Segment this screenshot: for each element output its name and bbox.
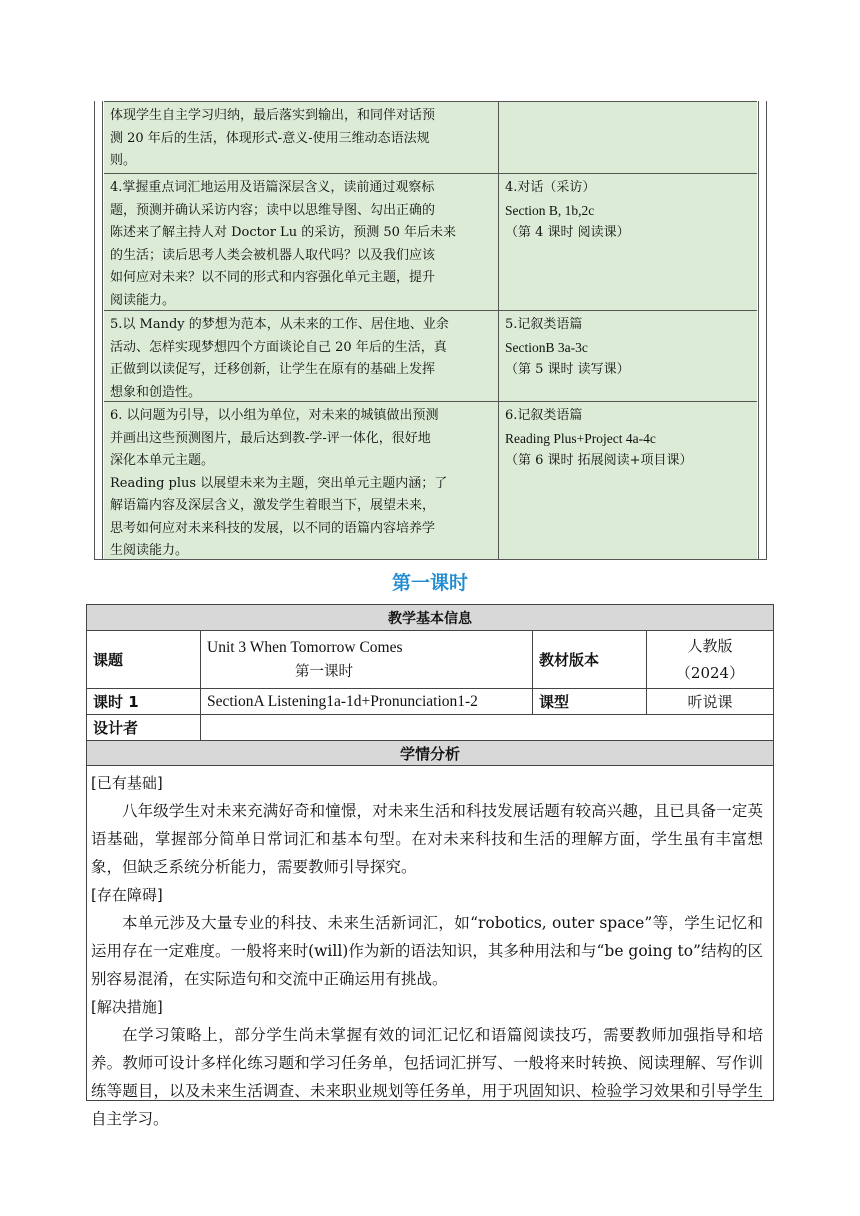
objective-cell [104,402,499,559]
basic-info-header: 教学基本信息 [87,605,773,630]
cell-line: 体现学生自主学习归纳，最后落实到输出，和同伴对话预 [110,108,436,123]
type-value: 听说课 [687,693,733,711]
period-row [87,689,773,715]
cell-line: 思考如何应对未来科技的发展，以不同的语篇内容培养学 [110,520,436,536]
objectives-table [94,101,767,560]
table-border-left [102,101,103,559]
section-title: [已有基础] [91,774,163,792]
table-row [104,310,757,401]
cell-line: 解语篇内容及深层含义，激发学生着眼当下，展望未来， [110,498,436,513]
type-label: 课型 [533,689,647,714]
table-row [104,101,757,173]
objective-cell [104,102,499,173]
learner-analysis [87,765,773,1128]
cell-line: 如何应对未来？以不同的形式和内容强化单元主题，提升 [110,270,436,285]
objective-cell [104,174,499,310]
basic-info-header-row [87,605,773,631]
cell-line: 活动、怎样实现梦想四个方面谈论自己 20 年后的生活，真 [110,339,447,355]
topic-row [87,631,773,689]
analysis-header: 学情分析 [87,741,773,765]
cell-line: 并画出这些预测图片，最后达到教-学-评一体化，很好地 [110,430,431,446]
cell-line: Section B, 1b,2c [505,202,595,218]
cell-line: 4.对话（采访） [505,180,596,195]
period-value: SectionA Listening1a-1d+Pronunciation1-2 [201,689,533,714]
objective-cell [104,311,499,401]
cell-line: 6. 以问题为引导，以小组为单位，对未来的城镇做出预测 [110,408,439,423]
cell-line: SectionB 3a-3c [505,339,588,355]
textbook-name: 人教版 [687,636,733,655]
cell-line: 测 20 年后的生活，体现形式-意义-使用三维动态语法规 [110,130,430,146]
section-text: 本单元涉及大量专业的科技、未来生活新词汇，如“robotics, outer space”等，学生记忆和运用存在一定难度。一般将来时(will)作为新的语法知识，其多种用法和与“be going to”结构的区别容易混淆，在实际造句和交流中正确运用有挑战。 [91,914,763,988]
cell-line: Reading Plus+Project 4a-4c [505,430,656,446]
topic-title: Unit 3 When Tomorrow Comes [207,638,403,656]
textbook-value [647,631,773,688]
topic-value [201,631,533,688]
cell-line: 阅读能力。 [110,292,176,308]
cell-line: 深化本单元主题。 [110,453,215,468]
cell-line: （第 5 课时 读写课） [505,362,630,377]
cell-line: 题，预测并确认采访内容；读中以思维导图、勾出正确的 [110,202,436,218]
table-row [104,401,757,559]
topic-subtitle: 第一课时 [295,663,353,680]
topic-label: 课题 [87,631,201,688]
cell-line: （第 4 课时 阅读课） [505,225,630,240]
analysis-header-row [87,741,773,766]
cell-line: Reading plus 以展望未来为主题，突出单元主题内涵；了 [110,475,448,491]
cell-line: 4.掌握重点词汇地运用及语篇深层含义，读前通过观察标 [110,180,435,195]
section-title: [解决措施] [91,998,163,1016]
textbook-label: 教材版本 [533,631,647,688]
lesson-cell [499,402,757,559]
cell-line: 5.记叙类语篇 [505,317,583,332]
lesson-info-table [86,604,774,1128]
table-row [104,173,757,310]
lesson-heading: 第一课时 [391,572,468,594]
designer-value [201,715,773,740]
section-title: [存在障碍] [91,886,163,904]
lesson-cell [499,102,757,173]
cell-line: 则。 [110,153,137,168]
cell-line: 生阅读能力。 [110,543,189,558]
section-text: 八年级学生对未来充满好奇和憧憬，对未来生活和科技发展话题有较高兴趣，且已具备一定英语基础，掌握部分简单日常词汇和基本句型。在对未来科技和生活的理解方面，学生虽有丰富想象，但缺乏系统分析能力，需要教师引导探究。 [91,802,763,876]
designer-label: 设计者 [87,715,201,740]
cell-line: 想象和创造性。 [110,384,202,400]
table-border-right [758,101,759,559]
cell-line: 6.记叙类语篇 [505,408,583,423]
section-text: 在学习策略上，部分学生尚未掌握有效的词汇记忆和语篇阅读技巧，需要教师加强指导和培养。教师可设计多样化练习题和学习任务单，包括词汇拼写、一般将来时转换、阅读理解、写作训练等题目，以及未来生活调查、未来职业规划等任务单，用于巩固知识、检验学习效果和引导学生自主学习。 [91,1026,763,1128]
lesson-cell [499,311,757,401]
cell-line: 正做到以读促写，迁移创新，让学生在原有的基础上发挥 [110,362,436,377]
cell-line: （第 6 课时 拓展阅读+项目课） [505,453,693,468]
cell-line: 陈述来了解主持人对 Doctor Lu 的采访，预测 50 年后未来 [110,225,457,240]
period-label: 课时 1 [87,689,201,714]
cell-line: 5.以 Mandy 的梦想为范本，从未来的工作、居住地、业余 [110,317,449,332]
designer-row [87,715,773,741]
cell-line: 的生活；读后思考人类会被机器人取代吗？以及我们应该 [110,247,436,263]
lesson-cell [499,174,757,310]
textbook-year: （2024） [675,663,745,682]
